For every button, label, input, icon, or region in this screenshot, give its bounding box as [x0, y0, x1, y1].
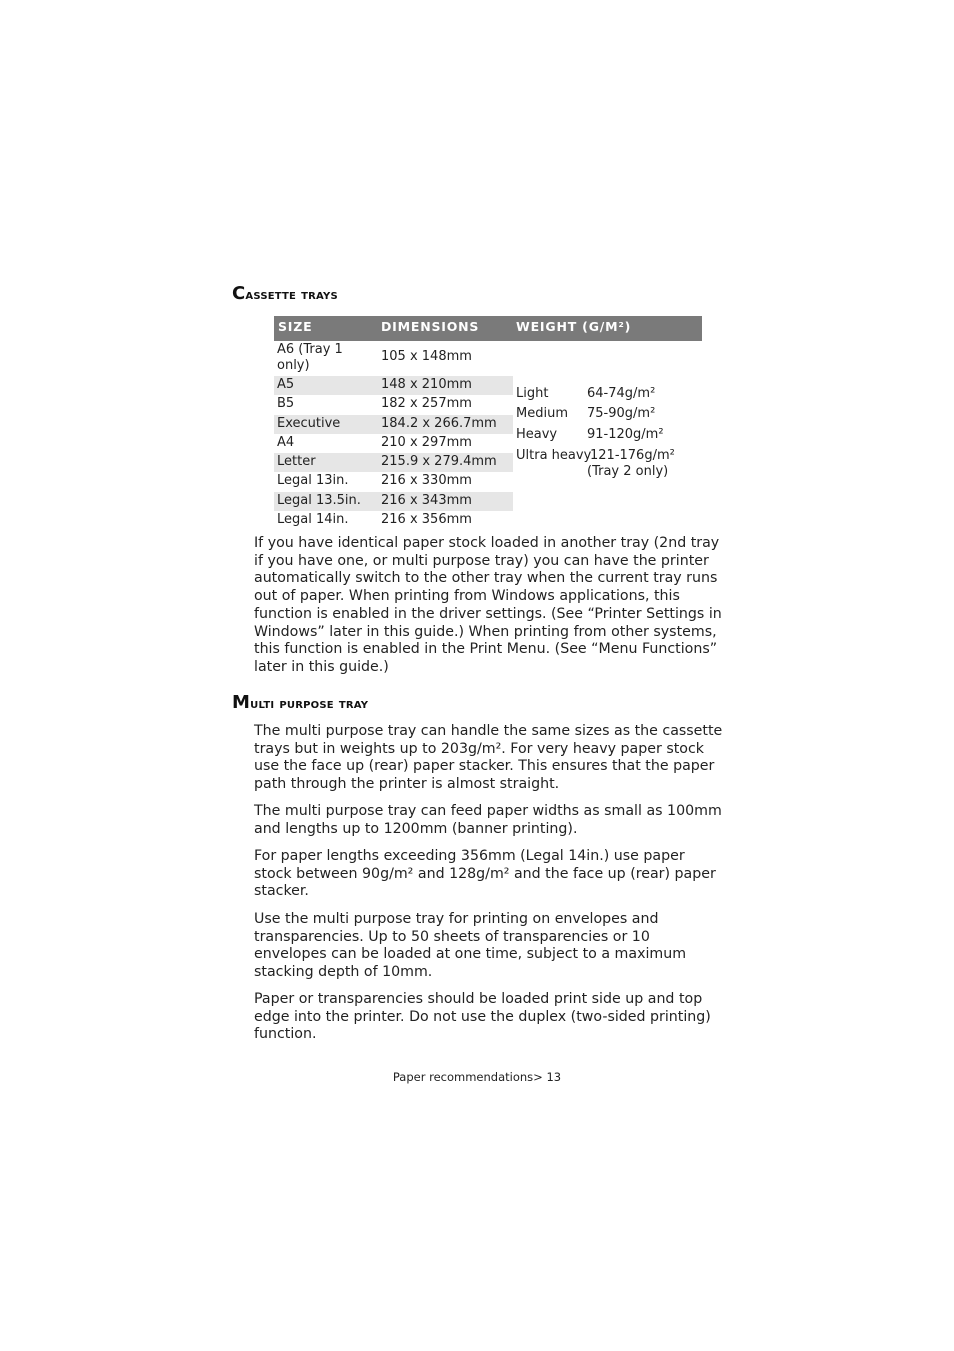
- header-weight: WEIGHT (G/M²): [516, 319, 632, 334]
- dimensions-cell: 215.9 x 279.4mm: [381, 454, 497, 469]
- paragraph-mpt-envelopes: Use the multi purpose tray for printing on envelopes and transparencies. Up to 50 sheets of transparencies or 10 envelopes can be loaded at one time, subject to a maximum stacking depth of 10mm.: [254, 911, 687, 981]
- weight-label-heavy: Heavy: [516, 427, 558, 442]
- size-cell: A5: [277, 377, 295, 392]
- page-footer: Paper recommendations> 13: [392, 1070, 562, 1084]
- paragraph-mpt-weights: The multi purpose tray can handle the same sizes as the cassette trays but in weights up to 203g/m². For very heavy paper stock use the face up (rear) paper stacker. This ensures that the paper path through the printer is almost straight.: [254, 723, 723, 793]
- weight-label-light: Light: [516, 386, 549, 401]
- size-cell: B5: [277, 396, 295, 411]
- size-cell: A4: [277, 435, 295, 450]
- dimensions-cell: 182 x 257mm: [381, 396, 472, 411]
- paragraph-mpt-widths: The multi purpose tray can feed paper widths as small as 100mm and lengths up to 1200mm (banner printing).: [254, 803, 722, 837]
- weight-value-ultra-heavy: 121-176g/m²: [590, 448, 675, 463]
- paragraph-auto-tray-switch: If you have identical paper stock loaded in another tray (2nd tray if you have one, or multi purpose tray) you can have the printer automatically switch to the other tray when the current tray runs out of paper. When printing from Windows applications, this function is enabled in the driver settings. (See “Printer Settings in Windows” later in this guide.) When printing from other systems, this function is enabled in the Print Menu. (See “Menu Functions” later in this guide.): [254, 535, 722, 675]
- table-row: [274, 395, 513, 415]
- weight-value-heavy: 91-120g/m²: [587, 427, 664, 442]
- weight-label-medium: Medium: [516, 406, 568, 421]
- size-cell: Legal 14in.: [277, 512, 349, 527]
- header-size: SIZE: [278, 319, 313, 334]
- dimensions-cell: 148 x 210mm: [381, 377, 472, 392]
- dimensions-cell: 105 x 148mm: [381, 349, 472, 364]
- weight-note-tray2: (Tray 2 only): [587, 464, 669, 479]
- paragraph-mpt-lengths: For paper lengths exceeding 356mm (Legal 14in.) use paper stock between 90g/m² and 128g/m² and the face up (rear) paper stacker.: [254, 848, 716, 900]
- weight-label-ultra-heavy: Ultra heavy: [516, 448, 592, 463]
- paper-size-table: [274, 316, 702, 528]
- size-cell: Legal 13in.: [277, 473, 349, 488]
- size-cell: Legal 13.5in.: [277, 493, 361, 508]
- table-row: [274, 472, 513, 492]
- weight-value-medium: 75-90g/m²: [587, 406, 656, 421]
- table-row: [274, 341, 513, 376]
- size-cell: A6 (Tray 1 only): [277, 342, 343, 373]
- table-row: [274, 453, 513, 472]
- weight-value-light: 64-74g/m²: [587, 386, 656, 401]
- dimensions-cell: 184.2 x 266.7mm: [381, 416, 497, 431]
- table-header-row: [274, 316, 702, 341]
- table-row: [274, 376, 513, 395]
- dimensions-cell: 216 x 356mm: [381, 512, 472, 527]
- section-heading-multi-purpose-tray: Multi purpose tray: [232, 692, 369, 713]
- table-row: [274, 415, 513, 434]
- dimensions-cell: 216 x 343mm: [381, 493, 472, 508]
- table-row: [274, 434, 513, 453]
- section-heading-cassette-trays: Cassette trays: [232, 283, 338, 304]
- table-row: [274, 511, 513, 530]
- table-row: [274, 492, 513, 511]
- size-cell: Letter: [277, 454, 316, 469]
- dimensions-cell: 216 x 330mm: [381, 473, 472, 488]
- dimensions-cell: 210 x 297mm: [381, 435, 472, 450]
- paragraph-mpt-loading: Paper or transparencies should be loaded print side up and top edge into the printer. Do not use the duplex (two-sided printing) function.: [254, 991, 711, 1043]
- header-dimensions: DIMENSIONS: [381, 319, 480, 334]
- size-cell: Executive: [277, 416, 341, 431]
